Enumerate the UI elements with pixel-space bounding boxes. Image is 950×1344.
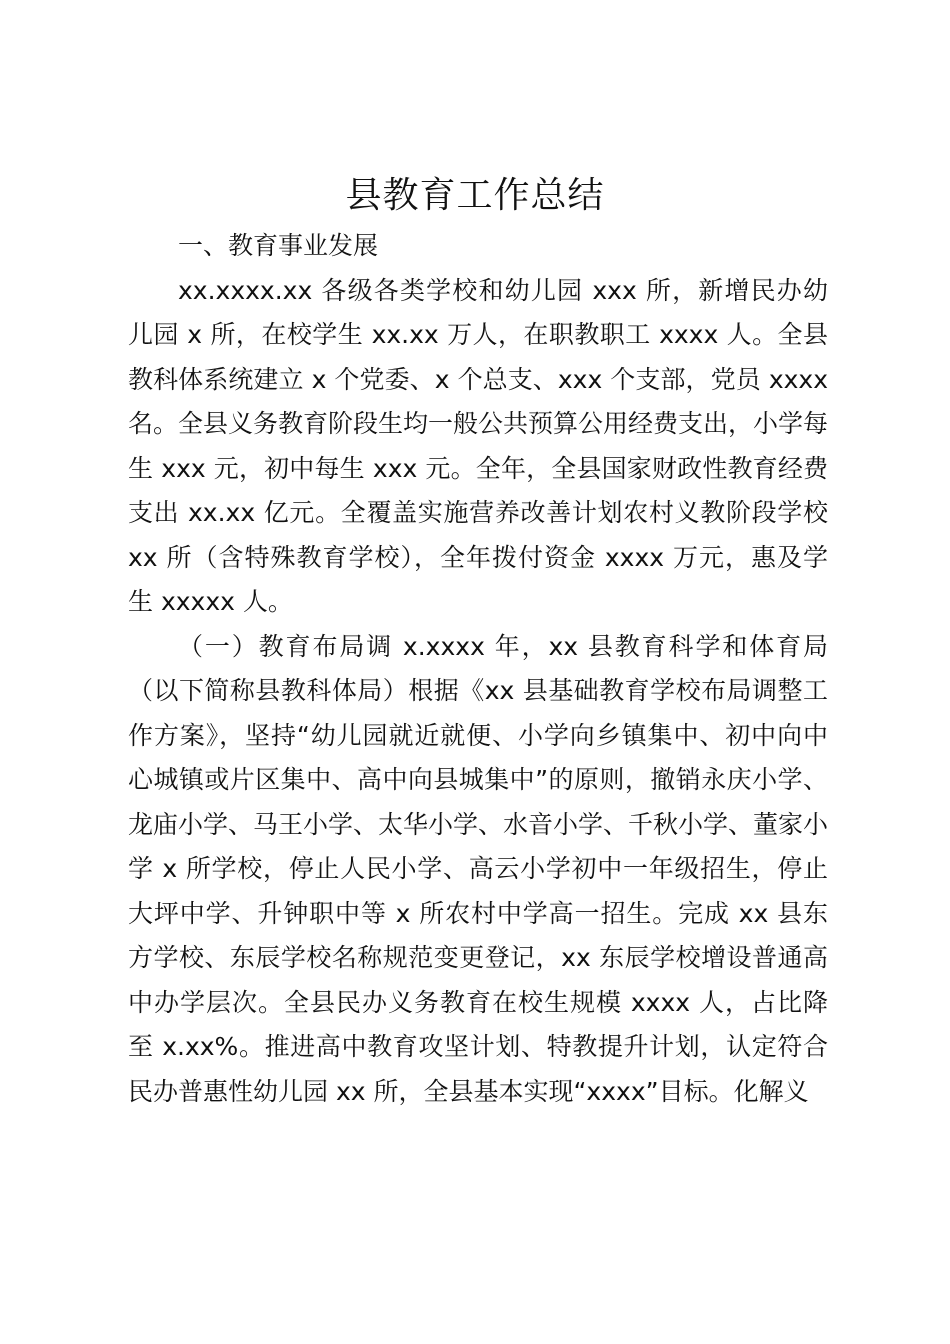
paragraph-overview: xx.xxxx.xx 各级各类学校和幼儿园 xxx 所，新增民办幼儿园 x 所，在校学生 xx.xx 万人，在职教职工 xxxx 人。全县教科体系统建立 x 个党委、x 个总支、xxx 个支部，党员 xxxx 名。全县义务教育阶段生均一般公共预算公用经费支出，小学每生 xxx 元，初中每生 xxx 元。全年，全县国家财政性教育经费支出 xx.xx 亿元。全覆盖实施营养改善计划农村义教阶段学校 xx 所（含特殊教育学校），全年拨付资金 xxxx 万元，惠及学生 xxxxx 人。 — [128, 275, 829, 616]
section-heading: 一、教育事业发展 — [178, 231, 379, 260]
document-title: 县教育工作总结 — [345, 175, 605, 216]
document-body — [128, 224, 828, 1114]
paragraph-layout-adjustment: （一）教育布局调 x.xxxx 年，xx 县教育科学和体育局（以下简称县教科体局）根据《xx 县基础教育学校布局调整工作方案》，坚持“幼儿园就近就便、小学向乡镇集中、初中向中心城镇或片区集中、高中向县城集中”的原则，撤销永庆小学、龙庙小学、马王小学、太华小学、水音小学、千秋小学、董家小学 x 所学校，停止人民小学、高云小学初中一年级招生，停止大坪中学、升钟职中等 x 所农村中学高一招生。完成 xx 县东方学校、东辰学校名称规范变更登记，xx 东辰学校增设普通高中办学层次。全县民办义务教育在校生规模 xxxx 人，占比降至 x.xx%。推进高中教育攻坚计划、特教提升计划，认定符合民办普惠性幼儿园 xx 所，全县基本实现“xxxx”目标。化解义 — [128, 631, 829, 1106]
